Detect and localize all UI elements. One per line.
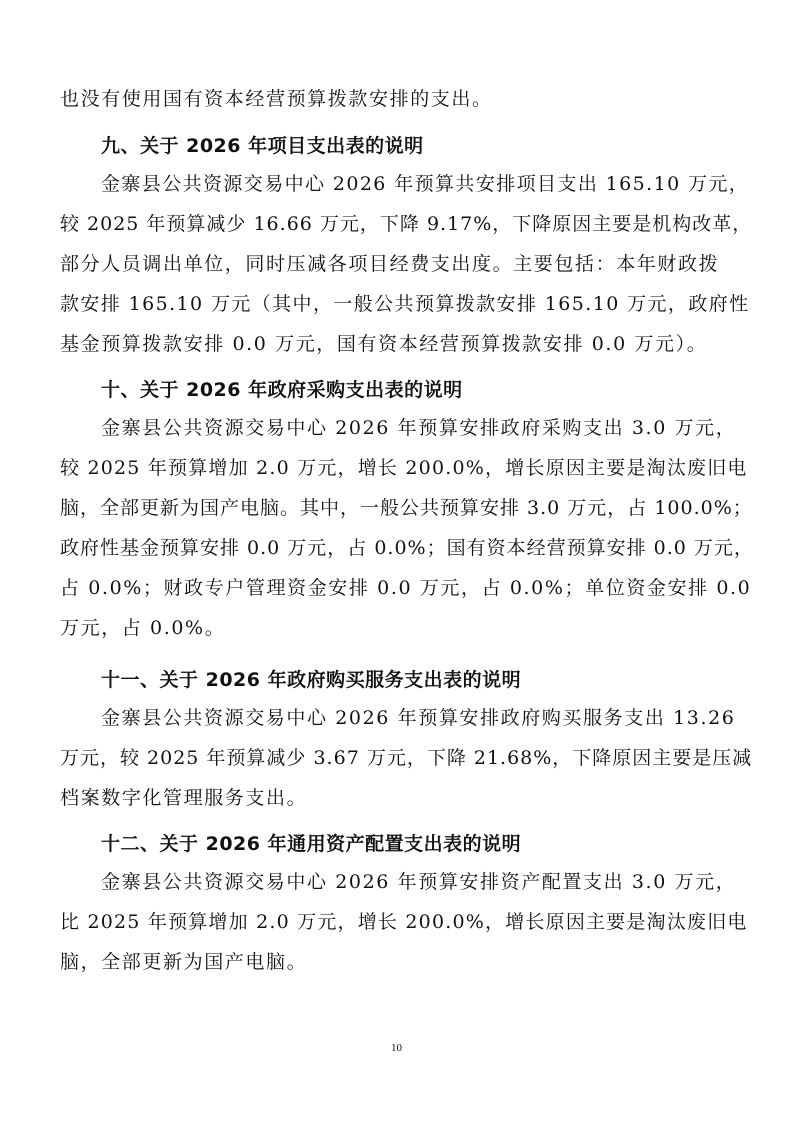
body-line: 政府性基金预算安排 0.0 万元，占 0.0%；国有资本经营预算安排 0.0 万元， [60, 537, 754, 559]
body-line: 款安排 165.10 万元（其中，一般公共预算拨款安排 165.10 万元，政府性 [60, 293, 750, 315]
page-number: 10 [391, 1042, 402, 1054]
body-line: 比 2025 年预算增加 2.0 万元，增长 200.0%，增长原因主要是淘汰废旧电 [60, 911, 748, 933]
body-line: 部分人员调出单位，同时压减各项目经费支出度。主要包括：本年财政拨 [60, 253, 720, 275]
body-line: 金寨县公共资源交易中心 2026 年预算安排政府购买服务支出 13.26 [101, 707, 736, 729]
body-line: 也没有使用国有资本经营预算拨款安排的支出。 [60, 88, 493, 110]
body-line: 金寨县公共资源交易中心 2026 年预算共安排项目支出 165.10 万元， [101, 173, 750, 195]
body-line: 脑，全部更新为国产电脑。其中，一般公共预算安排 3.0 万元，占 100.0%； [60, 497, 753, 519]
body-line: 金寨县公共资源交易中心 2026 年预算安排资产配置支出 3.0 万元， [101, 871, 737, 893]
body-line: 脑，全部更新为国产电脑。 [60, 951, 308, 973]
body-line: 基金预算拨款安排 0.0 万元，国有资本经营预算拨款安排 0.0 万元）。 [60, 333, 708, 355]
section-heading-9: 九、关于 2026 年项目支出表的说明 [101, 135, 424, 157]
body-line: 金寨县公共资源交易中心 2026 年预算安排政府采购支出 3.0 万元， [101, 417, 737, 439]
body-line: 较 2025 年预算增加 2.0 万元，增长 200.0%，增长原因主要是淘汰废旧电 [60, 457, 748, 479]
section-heading-12: 十二、关于 2026 年通用资产配置支出表的说明 [101, 833, 522, 855]
body-line: 占 0.0%；财政专户管理资金安排 0.0 万元，占 0.0%；单位资金安排 0.0 [60, 577, 752, 599]
body-line: 档案数字化管理服务支出。 [60, 787, 308, 809]
section-heading-10: 十、关于 2026 年政府采购支出表的说明 [101, 379, 463, 401]
section-heading-11: 十一、关于 2026 年政府购买服务支出表的说明 [101, 669, 522, 691]
body-line: 万元，较 2025 年预算减少 3.67 万元，下降 21.68%，下降原因主要是压减 [60, 747, 753, 769]
body-line: 较 2025 年预算减少 16.66 万元，下降 9.17%，下降原因主要是机构改革， [60, 213, 753, 235]
body-line: 万元，占 0.0%。 [60, 617, 226, 639]
